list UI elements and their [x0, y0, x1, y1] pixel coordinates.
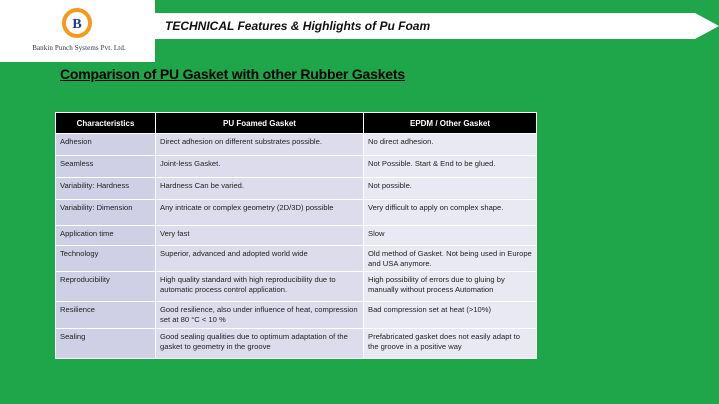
table-row — [56, 226, 537, 246]
table-row — [56, 178, 537, 200]
epdm-gasket-cell: Slow — [364, 226, 537, 246]
epdm-gasket-cell: Prefabricated gasket does not easily adapt to the groove in a positive way — [364, 329, 537, 359]
table-row — [56, 246, 537, 272]
table-header-row — [56, 113, 537, 134]
characteristic-cell: Reproducibility — [56, 272, 156, 302]
characteristic-cell: Sealing — [56, 329, 156, 359]
epdm-gasket-cell: Not possible. — [364, 178, 537, 200]
pu-gasket-cell: Direct adhesion on different substrates possible. — [156, 134, 364, 156]
characteristic-cell: Technology — [56, 246, 156, 272]
table-row — [56, 200, 537, 226]
company-name: Bankin Punch Systems Pvt. Ltd. — [32, 44, 126, 52]
table-row — [56, 156, 537, 178]
characteristic-cell: Seamless — [56, 156, 156, 178]
section-heading: Comparison of PU Gasket with other Rubber Gaskets — [60, 66, 405, 82]
column-header: Characteristics — [56, 113, 156, 134]
characteristic-cell: Resilience — [56, 302, 156, 329]
characteristic-cell: Variability: Dimension — [56, 200, 156, 226]
pu-gasket-cell: Very fast — [156, 226, 364, 246]
epdm-gasket-cell: Very difficult to apply on complex shape. — [364, 200, 537, 226]
epdm-gasket-cell: Old method of Gasket. Not being used in Europe and USA anymore. — [364, 246, 537, 272]
characteristic-cell: Adhesion — [56, 134, 156, 156]
table-row — [56, 272, 537, 302]
logo-panel — [0, 0, 155, 62]
table-row — [56, 302, 537, 329]
pu-gasket-cell: Good sealing qualities due to optimum adaptation of the gasket to geometry in the groove — [156, 329, 364, 359]
comparison-table — [55, 112, 537, 359]
pu-gasket-cell: High quality standard with high reproducibility due to automatic process control application. — [156, 272, 364, 302]
column-header: PU Foamed Gasket — [156, 113, 364, 134]
epdm-gasket-cell: Not Possible. Start & End to be glued. — [364, 156, 537, 178]
epdm-gasket-cell: High possibility of errors due to gluing by manually without process Automation — [364, 272, 537, 302]
epdm-gasket-cell: No direct adhesion. — [364, 134, 537, 156]
title-banner — [155, 13, 719, 39]
pu-gasket-cell: Hardness Can be varied. — [156, 178, 364, 200]
table-row — [56, 134, 537, 156]
logo-letter: B — [72, 17, 82, 32]
pu-gasket-cell: Joint-less Gasket. — [156, 156, 364, 178]
pu-gasket-cell: Good resilience, also under influence of heat, compression set at 80 °C < 10 % — [156, 302, 364, 329]
pu-gasket-cell: Superior, advanced and adopted world wide — [156, 246, 364, 272]
pu-gasket-cell: Any intricate or complex geometry (2D/3D) possible — [156, 200, 364, 226]
characteristic-cell: Variability: Hardness — [56, 178, 156, 200]
table-row — [56, 329, 537, 359]
epdm-gasket-cell: Bad compression set at heat (>10%) — [364, 302, 537, 329]
company-logo-icon — [62, 8, 92, 38]
characteristic-cell: Application time — [56, 226, 156, 246]
slide-title: TECHNICAL Features & Highlights of Pu Foam — [165, 19, 431, 33]
column-header: EPDM / Other Gasket — [364, 113, 537, 134]
